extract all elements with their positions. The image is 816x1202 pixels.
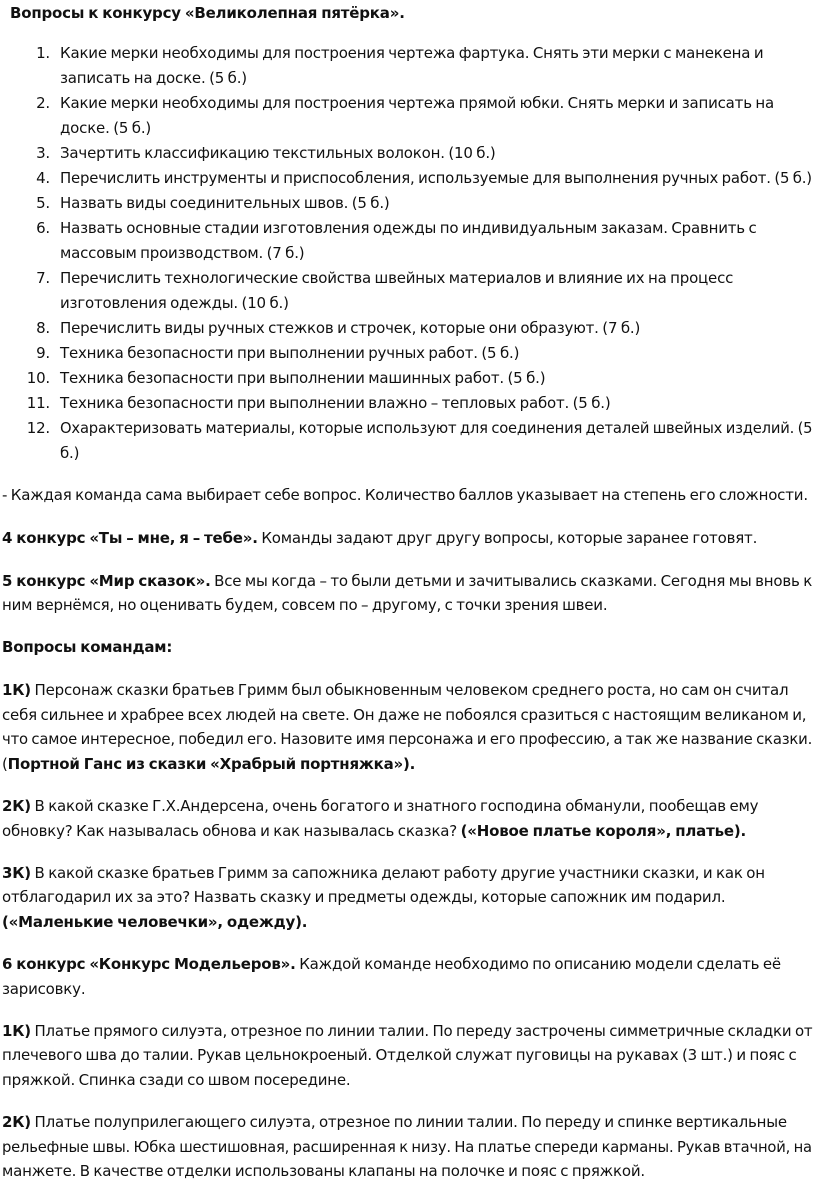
q2-answer: («Новое платье короля», платье). [460, 822, 747, 840]
question-text: Назвать основные стадии изготовления одежды по индивидуальным заказам. Сравнить с [60, 219, 757, 237]
contest5-heading: 5 конкурс «Мир сказок». [2, 572, 211, 590]
q3-label: 3К) [2, 864, 31, 882]
question-text: Какие мерки необходимы для построения чертежа фартука. Снять эти мерки с манекена и [60, 44, 764, 62]
q1-line2: себя сильнее и храбрее всех людей на свете. Он даже не побоялся сразиться с настоящим великаном и, [2, 706, 807, 724]
question-text: Назвать виды соединительных швов. (5 б.) [60, 194, 390, 212]
question-text: Какие мерки необходимы для построения чертежа прямой юбки. Снять мерки и записать на [60, 94, 775, 112]
question-number: 6. [36, 219, 50, 237]
q1-line1: 1К) Персонаж сказки братьев Гримм был обыкновенным человеком среднего роста, но сам он считал [2, 681, 789, 699]
question-text: изготовления одежды. (10 б.) [60, 294, 289, 312]
question-number: 3. [36, 144, 50, 162]
m1-line1: 1К) Платье прямого силуэта, отрезное по линии талии. По переду застрочены симметричные складки от [2, 1022, 813, 1040]
q1-answer: Портной Ганс из сказки «Храбрый портняжка»). [7, 755, 416, 773]
contest5-line1 [2, 572, 812, 590]
q3-line2: отблагодарил их за это? Назвать сказку и предметы одежды, которые сапожник им подарил. [2, 888, 726, 906]
note-text: - Каждая команда сама выбирает себе вопрос. Количество баллов указывает на степень его сложности. [2, 486, 808, 504]
question-number: 7. [36, 269, 50, 287]
contest6-text1: Каждой команде необходимо по описанию модели сделать её [295, 955, 781, 973]
m1-line2: плечевого шва до талии. Рукав цельнокроеный. Отделкой служат пуговицы на рукавах (3 шт.) и пояс с [2, 1046, 797, 1064]
question-text: Охарактеризовать материалы, которые используют для соединения деталей швейных изделий. (5 [60, 419, 813, 437]
q1-label: 1К) [2, 681, 31, 699]
question-text: Техника безопасности при выполнении машинных работ. (5 б.) [60, 369, 546, 387]
m2-line1: 2К) Платье полуприлегающего силуэта, отрезное по линии талии. По переду и спинке вертикальные [2, 1113, 787, 1131]
m1-line3: пряжкой. Спинка сзади со швом посередине. [2, 1071, 351, 1089]
contest6-line2: зарисовку. [2, 980, 86, 998]
question-number: 4. [36, 169, 50, 187]
question-number: 1. [36, 44, 50, 62]
question-number: 12. [26, 419, 50, 437]
question-text: доске. (5 б.) [60, 119, 152, 137]
question-text: Техника безопасности при выполнении ручных работ. (5 б.) [60, 344, 520, 362]
question-number: 11. [26, 394, 50, 412]
m2-label: 2К) [2, 1113, 31, 1131]
q3-answer: («Маленькие человечки», одежду). [2, 913, 308, 931]
question-text: б.) [60, 444, 80, 462]
question-number: 10. [26, 369, 50, 387]
questions-heading: Вопросы командам: [2, 638, 173, 656]
question-text: Техника безопасности при выполнении влажно – тепловых работ. (5 б.) [60, 394, 611, 412]
question-text: Перечислить инструменты и приспособления, используемые для выполнения ручных работ. (5 б.) [60, 169, 812, 187]
contest6-heading: 6 конкурс «Конкурс Модельеров». [2, 955, 296, 973]
question-text: массовым производством. (7 б.) [60, 244, 305, 262]
contest5-line2: ним вернёмся, но оценивать будем, совсем по – другому, с точки зрения швеи. [2, 596, 608, 614]
question-text: Перечислить виды ручных стежков и строчек, которые они образуют. (7 б.) [60, 319, 641, 337]
q3-line1: 3К) В какой сказке братьев Гримм за сапожника делают работу другие участники сказки, и как он [2, 864, 765, 882]
question-number: 8. [36, 319, 50, 337]
question-number: 9. [36, 344, 50, 362]
contest4-heading: 4 конкурс «Ты – мне, я – тебе». [2, 529, 258, 547]
question-number: 5. [36, 194, 50, 212]
question-text: Перечислить технологические свойства швейных материалов и влияние их на процесс [60, 269, 734, 287]
q1-line4: (Портной Ганс из сказки «Храбрый портняжка»). [2, 755, 416, 773]
question-text: записать на доске. (5 б.) [60, 69, 247, 87]
contest5-text1: Все мы когда – то были детьми и зачитывались сказками. Сегодня мы вновь к [210, 572, 813, 590]
contest4-paragraph [2, 529, 757, 547]
question-text: Зачертить классификацию текстильных волокон. (10 б.) [60, 144, 496, 162]
q2-line2: обновку? Как называлась обнова и как называлась сказка? («Новое платье короля», платье). [2, 822, 747, 840]
document-title: Вопросы к конкурсу «Великолепная пятёрка». [10, 4, 405, 22]
q2-label: 2К) [2, 797, 31, 815]
m1-label: 1К) [2, 1022, 31, 1040]
contest6-line1 [2, 955, 781, 973]
m2-line3: манжете. В качестве отделки использованы клапаны на полочке и пояс с пряжкой. [2, 1162, 645, 1180]
contest4-text: Команды задают друг другу вопросы, которые заранее готовят. [257, 529, 758, 547]
question-number: 2. [36, 94, 50, 112]
m2-line2: рельефные швы. Юбка шестишовная, расширенная к низу. На платье спереди карманы. Рукав втачной, на [2, 1138, 812, 1156]
q1-line3: что самое интересное, победил его. Назовите имя персонажа и его профессию, а так же название сказки. [2, 730, 813, 748]
q2-line1: 2К) В какой сказке Г.Х.Андерсена, очень богатого и знатного господина обманули, пообещав ему [2, 797, 759, 815]
